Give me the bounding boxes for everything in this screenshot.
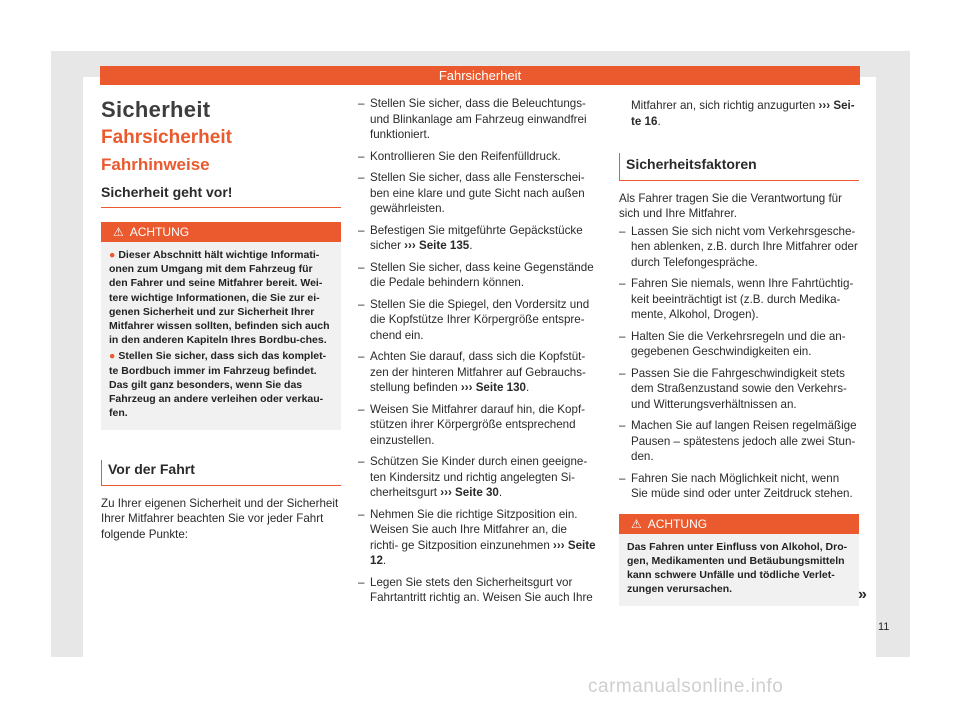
page-reference-link[interactable]: ››› Seite 130: [460, 381, 526, 394]
running-header: Fahrsicherheit: [100, 66, 860, 85]
watermark: carmanualsonline.info: [588, 676, 784, 697]
list-item: – Schützen Sie Kinder durch einen geeigne- ten Kindersitz und richtig angelegten Si- cherheitsgurt ››› Seite 30.: [358, 454, 598, 501]
warning-item: ● Dieser Abschnitt hält wichtige Informati-onen zum Umgang mit dem Fahrzeug für den Fahrer und seine Mitfahrer bereit. Wei-tere wichtige Informationen, die Sie zur ei-genen Sicherheit und zur Sicherheit Ihrer Mitfahrer wissen sollten, befinden sich auch in den anderen Kapiteln Ihres Bordbu-ches.: [109, 249, 330, 347]
factors-list: [619, 224, 859, 502]
page-reference-link[interactable]: ››› Seite 135: [404, 239, 470, 252]
warning-body: [101, 242, 341, 430]
list-item: – Achten Sie darauf, dass sich die Kopfstüt- zen der hinteren Mitfahrer auf Gebrauchs- stellung befinden ››› Seite 130.: [358, 349, 598, 396]
page-reference-link[interactable]: ››› Seite 12: [370, 538, 596, 567]
checklist: [358, 96, 598, 606]
intro-paragraph: Als Fahrer tragen Sie die Verantwortung für sich und Ihre Mitfahrer.: [619, 191, 842, 220]
warning-triangle-icon: ⚠: [631, 516, 642, 531]
list-item: – Machen Sie auf langen Reisen regelmäßige Pausen – spätestens jedoch alle zwei Stun- den.: [619, 418, 859, 465]
list-item: – Fahren Sie niemals, wenn Ihre Fahrtüchtig- keit beeinträchtigt ist (z.B. durch Medika- mente, Alkohol, Drogen).: [619, 276, 859, 323]
list-item: – Kontrollieren Sie den Reifenfülldruck.: [358, 149, 598, 165]
warning-body: [619, 534, 859, 607]
list-item: – Nehmen Sie die richtige Sitzposition ein. Weisen Sie auch Ihre Mitfahrer an, die richti- ge Sitzposition einzunehmen ››› Seite 12.: [358, 507, 598, 569]
chapter-title: Sicherheit: [101, 97, 211, 122]
list-item: – Stellen Sie sicher, dass alle Fensterschei- ben eine klare und gute Sicht nach außen gewährleisten.: [358, 170, 598, 217]
list-item: – Halten Sie die Verkehrsregeln und die an- gegebenen Geschwindigkeiten ein.: [619, 329, 859, 360]
list-item: – Weisen Sie Mitfahrer darauf hin, die Kopf- stützen ihrer Körpergröße entsprechend einzustellen.: [358, 402, 598, 449]
warning-item: ● Stellen Sie sicher, dass sich das komplet-te Bordbuch immer im Fahrzeug befindet. Das gilt ganz besonders, wenn Sie das Fahrzeug an andere verleihen oder verkau-fen.: [109, 350, 327, 420]
list-item: – Lassen Sie sich nicht vom Verkehrsgesche- hen ablenken, z.B. durch Ihre Mitfahrer oder durch Telefongespräche.: [619, 224, 859, 271]
column-right: [619, 96, 859, 606]
subsection-title: Fahrhinweise: [101, 155, 210, 174]
bullet-icon: ●: [109, 249, 116, 261]
warning-text: Das Fahren unter Einfluss von Alkohol, Dro- gen, Medikamenten und Betäubungsmitteln kann schwere Unfälle und tödliche Verlet- zungen verursachen.: [627, 540, 848, 596]
column-left: [101, 96, 341, 542]
list-item: – Passen Sie die Fahrgeschwindigkeit stets dem Straßenzustand sowie den Verkehrs- und Witterungsverhältnissen an.: [619, 366, 859, 413]
warning-box: [101, 222, 341, 430]
warning-box: [619, 514, 859, 607]
list-item: – Befestigen Sie mitgeführte Gepäckstücke sicher ››› Seite 135.: [358, 223, 598, 254]
column-middle: [358, 96, 598, 612]
warning-label: ACHTUNG: [647, 516, 708, 531]
page-number: 11: [878, 621, 890, 633]
continued-paragraph: Mitfahrer an, sich richtig anzugurten ››› Sei- te 16.: [631, 99, 855, 128]
continued-marker: »: [858, 586, 867, 603]
list-item: – Stellen Sie sicher, dass die Beleuchtungs- und Blinkanlage am Fahrzeug einwandfrei funktioniert.: [358, 96, 598, 143]
section-heading-sicherheitsfaktoren: Sicherheitsfaktoren: [619, 153, 859, 181]
bullet-icon: ●: [109, 350, 116, 363]
list-item: – Legen Sie stets den Sicherheitsgurt vor Fahrtantritt richtig an. Weisen Sie auch Ihre: [358, 575, 598, 606]
list-item: – Fahren Sie nach Möglichkeit nicht, wenn Sie müde sind oder unter Zeitdruck stehen.: [619, 471, 859, 502]
topic-title: Sicherheit geht vor!: [101, 185, 341, 209]
page-reference-link[interactable]: ››› Seite 30: [440, 486, 499, 499]
section-heading-vor-der-fahrt: Vor der Fahrt: [101, 460, 341, 486]
warning-header: [101, 222, 341, 242]
list-item: – Stellen Sie sicher, dass keine Gegenstände die Pedale behindern können.: [358, 260, 598, 291]
warning-header: [619, 514, 859, 534]
page-reference-link[interactable]: ››› Sei- te 16: [631, 99, 855, 128]
warning-triangle-icon: ⚠: [113, 225, 124, 239]
intro-paragraph: Zu Ihrer eigenen Sicherheit und der Sicherheit Ihrer Mitfahrer beachten Sie vor jeder Fahrt folgende Punkte:: [101, 496, 339, 541]
section-title: Fahrsicherheit: [101, 126, 232, 148]
list-item: – Stellen Sie die Spiegel, den Vordersitz und die Kopfstütze Ihrer Körpergröße entspre- chend ein.: [358, 297, 598, 344]
warning-label: ACHTUNG: [129, 225, 190, 239]
